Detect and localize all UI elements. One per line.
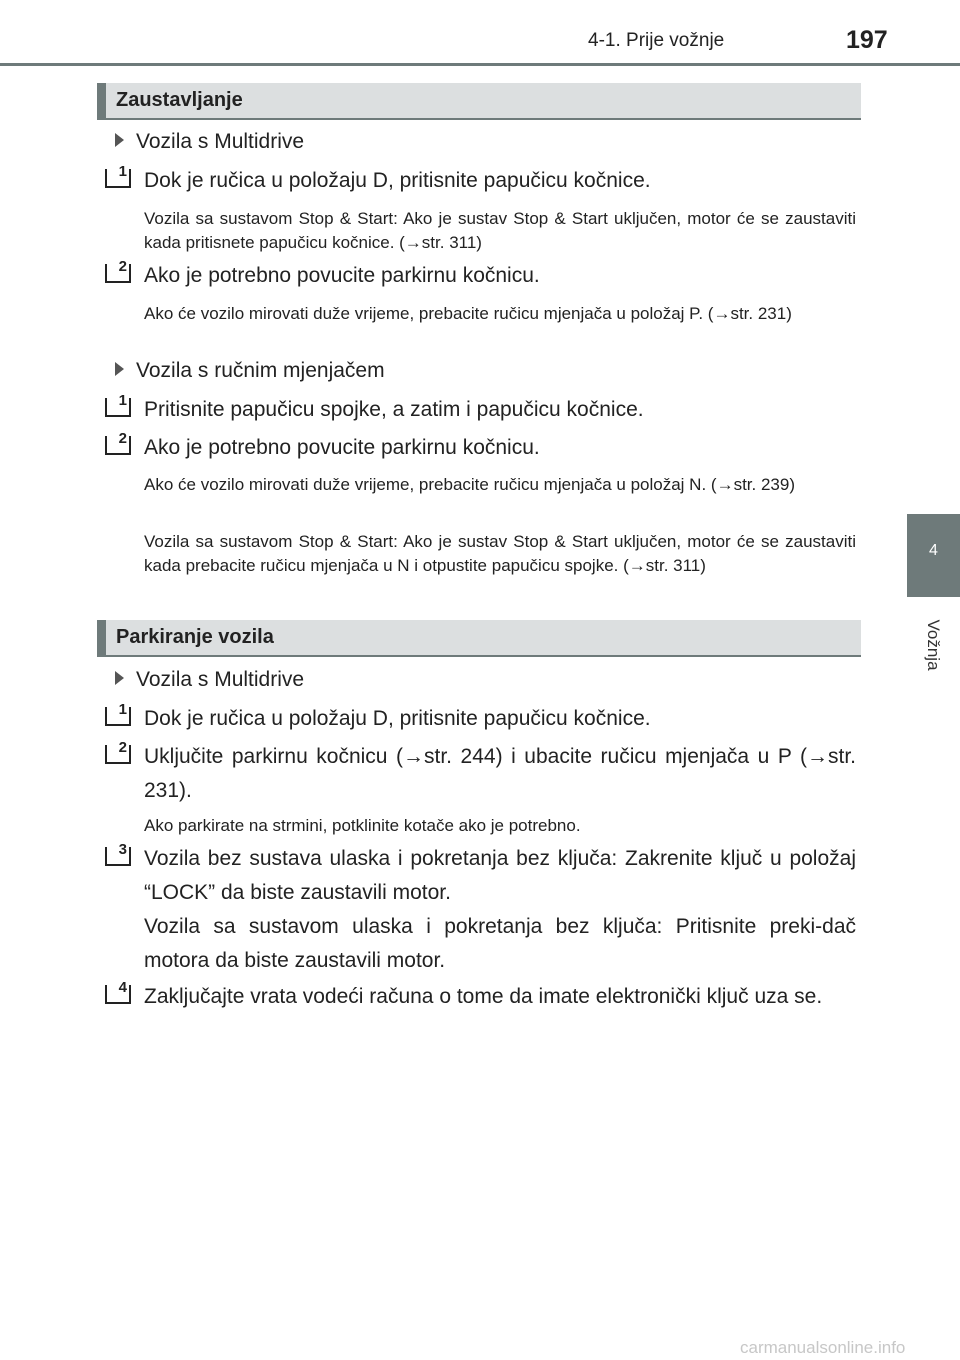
step-note: Vozila sa sustavom Stop & Start: Ako je sustav Stop & Start uključen, motor će se zaustaviti kada prebacite ručicu mjenjača u N i otpustite papučicu spojke. (→str. 311) (144, 532, 856, 575)
section-title-parking: Parkiranje vozila (97, 620, 861, 657)
step-note: Ako će vozilo mirovati duže vrijeme, prebacite ručicu mjenjača u položaj P. (→str. 231) (144, 304, 792, 323)
step-text: Zaključajte vrata vodeći računa o tome da imate elektronički ključ uza se. (144, 985, 823, 1008)
triangle-bullet-icon (115, 671, 124, 685)
chapter-tab[interactable] (907, 514, 960, 597)
subheading-manual: Vozila s ručnim mjenjačem (115, 359, 385, 383)
step-number: 1 (105, 398, 131, 417)
header-rule (0, 63, 960, 66)
chapter-number: 4 (929, 542, 938, 559)
step-number: 4 (105, 985, 131, 1004)
step-number: 1 (105, 707, 131, 726)
section-header: 4-1. Prije vožnje (588, 30, 725, 51)
step-number: 2 (105, 264, 131, 283)
step-text: Vozila sa sustavom ulaska i pokretanja bez ključa: Pritisnite preki-dač motora da biste zaustavili motor. (144, 915, 856, 972)
step-note: Ako će vozilo mirovati duže vrijeme, prebacite ručicu mjenjača u položaj N. (→str. 239) (144, 475, 795, 494)
step-text: Uključite parkirnu kočnicu (→str. 244) i ubacite ručicu mjenjača u P (→str. 231). (144, 745, 856, 802)
step-number: 1 (105, 169, 131, 188)
step-number: 2 (105, 436, 131, 455)
step-number: 3 (105, 847, 131, 866)
subheading-multidrive: Vozila s Multidrive (115, 130, 304, 154)
section-title-stopping: Zaustavljanje (97, 83, 861, 120)
step-text: Pritisnite papučicu spojke, a zatim i papučicu kočnice. (144, 398, 644, 421)
step-number: 2 (105, 745, 131, 764)
step-text: Dok je ručica u položaju D, pritisnite papučicu kočnice. (144, 707, 651, 730)
subheading-multidrive: Vozila s Multidrive (115, 668, 304, 692)
step-text: Ako je potrebno povucite parkirnu kočnicu. (144, 436, 540, 459)
triangle-bullet-icon (115, 133, 124, 147)
chapter-label: Vožnja (924, 619, 943, 671)
step-note: Vozila sa sustavom Stop & Start: Ako je sustav Stop & Start uključen, motor će se zaustaviti kada pritisnete papučicu kočnice. (→str. 311) (144, 209, 856, 252)
step-note: Ako parkirate na strmini, potklinite kotače ako je potrebno. (144, 816, 581, 835)
triangle-bullet-icon (115, 362, 124, 376)
step-text: Ako je potrebno povucite parkirnu kočnicu. (144, 264, 540, 287)
step-text: Vozila bez sustava ulaska i pokretanja bez ključa: Zakrenite ključ u položaj “LOCK” da biste zaustavili motor. (144, 847, 856, 904)
page-number: 197 (846, 26, 888, 54)
watermark: carmanualsonline.info (740, 1338, 906, 1357)
step-text: Dok je ručica u položaju D, pritisnite papučicu kočnice. (144, 169, 651, 192)
